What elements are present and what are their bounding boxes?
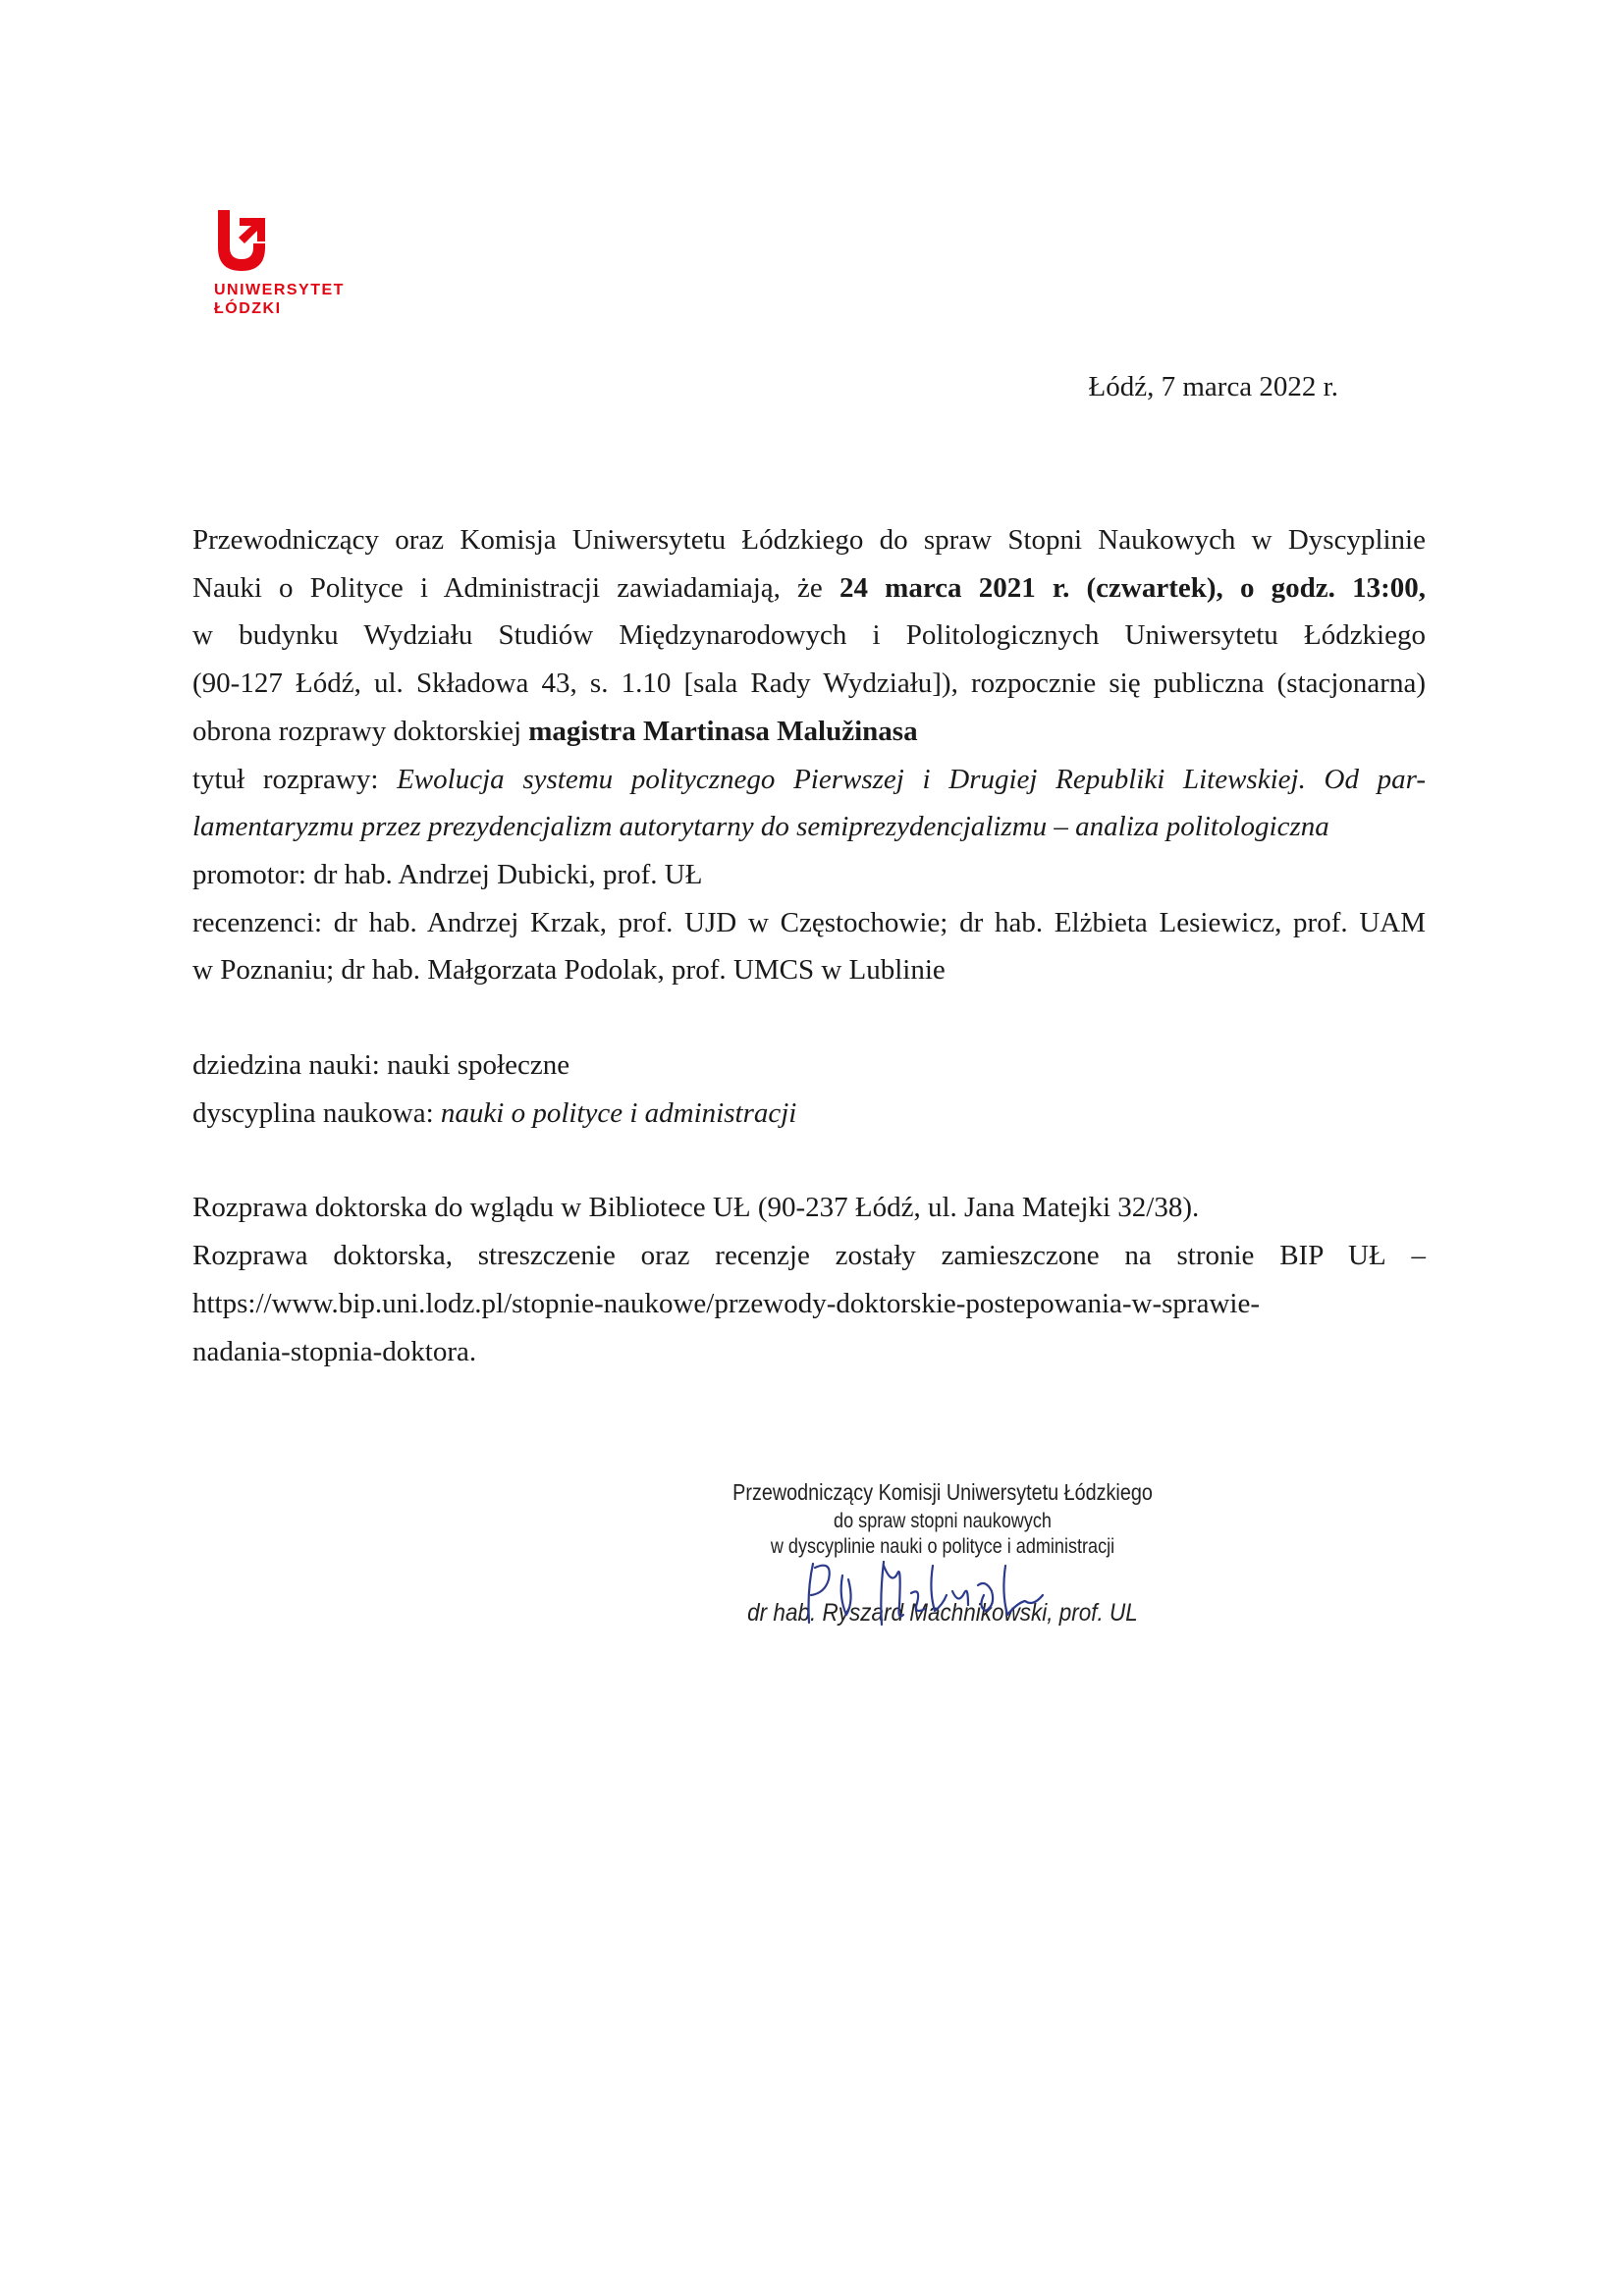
announcement-line-5 <box>192 708 1426 756</box>
logo-line-2: ŁÓDZKI <box>214 300 282 317</box>
stamp-line-2: do spraw stopni naukowych <box>834 1510 1052 1532</box>
discipline <box>192 1090 1426 1138</box>
thesis-title-label: tytuł rozprawy: <box>192 763 398 795</box>
stamp-line-3: w dyscyplinie nauki o polityce i administracji <box>770 1535 1115 1558</box>
university-logo-mark-icon <box>214 210 273 273</box>
announcement-line-3: w budynku Wydziału Studiów Międzynarodowych i Politologicznych Uniwersytetu Łódzkiego <box>192 619 1426 652</box>
field-of-science: dziedzina nauki: nauki społeczne <box>192 1049 570 1082</box>
announcement-text: Nauki o Polityce i Administracji zawiadamiają, że <box>192 571 839 604</box>
spacer <box>192 1137 1426 1184</box>
announcement-line-4: (90-127 Łódź, ul. Składowa 43, s. 1.10 [sala Rady Wydziału]), rozpocznie się publiczna (stacjonarna) <box>192 667 1426 700</box>
handwritten-signature <box>785 1546 1100 1634</box>
announcement-line-2 <box>192 564 1426 613</box>
spacer <box>192 994 1426 1041</box>
defense-date-time: 24 marca 2021 r. (czwartek), o godz. 13:00, <box>839 571 1426 604</box>
announcement-line-1: Przewodniczący oraz Komisja Uniwersytetu Łódzkiego do spraw Stopni Naukowych w Dyscyplinie <box>192 524 1426 556</box>
university-logo-text <box>214 281 352 318</box>
candidate-name: magistra Martinasa Malužinasa <box>528 715 918 747</box>
thesis-title-line-2 <box>192 803 1426 851</box>
bip-info-line-1: Rozprawa doktorska, streszczenie oraz recenzje zostały zamieszczone na stronie BIP UŁ – <box>192 1240 1426 1272</box>
reviewers-line-2: w Poznaniu; dr hab. Małgorzata Podolak, prof. UMCS w Lublinie <box>192 954 946 987</box>
university-logo <box>214 210 352 318</box>
discipline-value: nauki o polityce i administracji <box>440 1096 797 1129</box>
bip-url-line-1: https://www.bip.uni.lodz.pl/stopnie-naukowe/przewody-doktorskie-postepowania-w-sprawie- <box>192 1287 1260 1319</box>
reviewers-line-1: recenzenci: dr hab. Andrzej Krzak, prof. UJD w Częstochowie; dr hab. Elżbieta Lesiewicz, prof. UAM <box>192 906 1426 938</box>
thesis-title-text: Ewolucja systemu politycznego Pierwszej i Drugiej Republiki Litewskiej. Od par- <box>397 763 1426 795</box>
logo-line-1: UNIWERSYTET <box>214 282 345 298</box>
announcement-text: obrona rozprawy doktorskiej <box>192 715 529 747</box>
promotor: promotor: dr hab. Andrzej Dubicki, prof. UŁ <box>192 858 703 890</box>
thesis-title-line-1 <box>192 756 1426 804</box>
thesis-title-text: lamentaryzmu przez prezydencjalizm autorytarny do semiprezydencjalizmu – analiza politologiczna <box>192 811 1329 843</box>
letter-date: Łódź, 7 marca 2022 r. <box>1088 371 1338 402</box>
discipline-label: dyscyplina naukowa: <box>192 1096 441 1129</box>
signatory-name: dr hab. Ryszard Machnikowski, prof. UL <box>747 1599 1138 1627</box>
stamp-line-1: Przewodniczący Komisji Uniwersytetu Łódzkiego <box>732 1479 1153 1505</box>
letter-body <box>192 516 1426 1375</box>
bip-url-line-2: nadania-stopnia-doktora. <box>192 1335 477 1367</box>
library-info: Rozprawa doktorska do wglądu w Bibliotece UŁ (90-237 Łódź, ul. Jana Matejki 32/38). <box>192 1192 1200 1224</box>
